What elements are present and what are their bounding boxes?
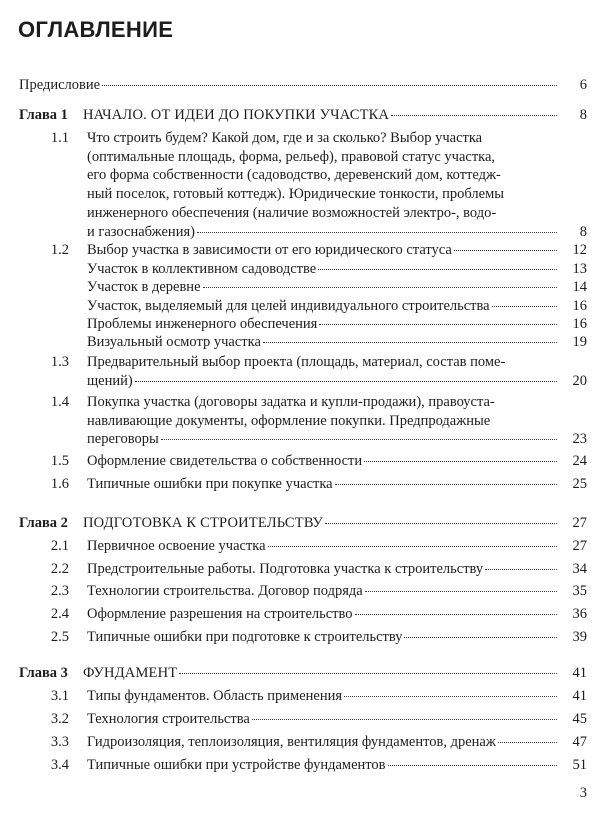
leader-dots [252,719,557,720]
leader-dots [454,250,557,251]
toc-section-2-2[interactable] [19,560,587,579]
section-number: 2.1 [50,538,69,554]
leader-dots [388,765,557,766]
toc-entry-preface[interactable] [19,76,587,95]
section-title-line: ный поселок, готовый коттедж). Юридические тонкости, проблемы [87,186,505,203]
toc-page-number: 27 [572,538,587,554]
leader-dots [344,696,557,697]
page-title: ОГЛАВЛЕНИЕ [18,17,174,42]
section-number: 1.4 [50,394,69,410]
leader-dots [355,614,557,615]
toc-page-number: 23 [572,431,587,448]
chapter-label: Глава 3 [19,665,68,681]
section-number: 1.3 [50,354,69,370]
toc-page-number: 16 [572,298,587,314]
leader-dots [203,287,557,288]
section-title: Технологии строительства. Договор подряда [87,583,363,599]
section-title-line: переговоры [87,431,159,448]
toc-section-1-5[interactable] [19,452,587,471]
toc-page-number: 45 [572,711,587,727]
toc-section-2-5[interactable] [19,628,587,647]
subsection-title: Участок в деревне [87,279,201,295]
section-title-line: (оптимальные площадь, форма, рельеф), правовой статус участка, [87,148,496,165]
subsection-title: Участок, выделяемый для целей индивидуального строительства [87,298,490,314]
toc-page-number: 24 [572,453,587,469]
toc-page-number: 27 [572,515,587,531]
toc-section-1-3[interactable] [19,353,587,390]
section-title-line: Предварительный выбор проекта (площадь, материал, состав поме- [87,354,506,370]
chapter-label: Глава 1 [19,107,68,123]
subsection-title: Проблемы инженерного обеспечения [87,316,318,332]
section-number: 2.5 [50,629,69,645]
toc-page-number: 12 [572,242,587,258]
toc-section-1-6[interactable] [19,475,587,494]
leader-dots [197,232,557,233]
page-number: 3 [579,785,587,801]
toc-section-3-1[interactable] [19,687,587,706]
leader-dots [318,269,557,270]
toc-chapter-1[interactable] [19,106,587,125]
leader-dots [179,673,557,674]
leader-dots [364,461,557,462]
leader-dots [319,324,557,325]
chapter-title: ФУНДАМЕНТ [83,665,178,681]
section-title: Типичные ошибки при подготовке к строительству [87,629,403,645]
toc-page-number: 34 [572,561,587,577]
toc-section-1-4[interactable] [19,393,587,449]
toc-page-number: 41 [572,688,587,704]
leader-dots [335,484,557,485]
leader-dots [365,591,557,592]
toc-subsection[interactable] [19,315,587,334]
chapter-label: Глава 2 [19,515,68,531]
section-title-line: его форма собственности (садоводство, деревенский дом, коттедж- [87,167,501,184]
leader-dots [268,546,557,547]
toc-section-3-2[interactable] [19,710,587,729]
leader-dots [391,115,557,116]
toc-section-1-1[interactable] [19,129,587,241]
section-number: 1.2 [50,242,69,258]
toc-subsection[interactable] [19,333,587,352]
toc-section-2-4[interactable] [19,605,587,624]
section-title: Оформление свидетельства о собственности [87,453,363,469]
toc-chapter-3[interactable] [19,664,587,683]
subsection-title: Участок в коллективном садоводстве [87,261,317,277]
section-title: Типичные ошибки при покупке участка [87,476,333,492]
toc-page-number: 47 [572,734,587,750]
leader-dots [161,439,557,440]
toc-page-number: 36 [572,606,587,622]
leader-dots [325,523,557,524]
section-number: 2.3 [50,583,69,599]
section-title-line: и газоснабжения) [87,223,195,240]
toc-page-number: 6 [579,77,587,93]
section-title: Первичное освоение участка [87,538,266,554]
chapter-title: НАЧАЛО. ОТ ИДЕИ ДО ПОКУПКИ УЧАСТКА [83,107,390,123]
section-title: Оформление разрешения на строительство [87,606,353,622]
leader-dots [135,381,557,382]
section-title: Гидроизоляция, теплоизоляция, вентиляция фундаментов, дренаж [87,734,496,750]
subsection-title: Визуальный осмотр участка [87,334,261,350]
leader-dots [485,569,557,570]
toc-page-number: 39 [572,629,587,645]
toc-section-1-2[interactable] [19,241,587,260]
toc-section-2-3[interactable] [19,582,587,601]
section-title-line: навливающие документы, оформление покупки. Предпродажные [87,412,491,429]
section-title-line: Что строить будем? Какой дом, где и за сколько? Выбор участка [87,130,483,146]
toc-entry-title: Предисловие [19,77,101,93]
toc-page-number: 16 [572,316,587,332]
section-title: Типы фундаментов. Область применения [87,688,343,704]
chapter-title: ПОДГОТОВКА К СТРОИТЕЛЬСТВУ [83,515,324,531]
section-number: 1.5 [50,453,69,469]
section-title: Выбор участка в зависимости от его юридического статуса [87,242,452,258]
leader-dots [492,306,557,307]
toc-page-number: 14 [572,279,587,295]
section-number: 3.1 [50,688,69,704]
section-title-line: Покупка участка (договоры задатка и купли-продажи), правоуста- [87,394,495,410]
toc-page-number: 35 [572,583,587,599]
toc-section-3-4[interactable] [19,756,587,775]
toc-page-number: 41 [572,665,587,681]
section-title-line: щений) [87,372,133,389]
leader-dots [498,742,557,743]
toc-page-number: 20 [572,372,587,389]
toc-chapter-2[interactable] [19,514,587,533]
section-title: Предстроительные работы. Подготовка участка к строительству [87,561,484,577]
toc-page-number: 19 [572,334,587,350]
section-title: Технология строительства [87,711,250,727]
leader-dots [404,637,557,638]
section-number: 2.4 [50,606,69,622]
section-title-line: инженерного обеспечения (наличие возможностей электро-, водо- [87,204,497,221]
toc-page-number: 51 [572,757,587,773]
toc-subsection[interactable] [19,260,587,279]
toc-page-number: 13 [572,261,587,277]
toc-page-number: 8 [579,223,587,240]
toc-section-2-1[interactable] [19,537,587,556]
section-number: 3.4 [50,757,69,773]
section-number: 1.1 [50,130,69,146]
leader-dots [102,85,557,86]
toc-page-number: 25 [572,476,587,492]
section-number: 1.6 [50,476,69,492]
toc-section-3-3[interactable] [19,733,587,752]
section-number: 3.2 [50,711,69,727]
toc-subsection[interactable] [19,297,587,316]
section-number: 3.3 [50,734,69,750]
toc-page-number: 8 [579,107,587,123]
leader-dots [263,342,557,343]
section-number: 2.2 [50,561,69,577]
toc-subsection[interactable] [19,278,587,297]
section-title: Типичные ошибки при устройстве фундаментов [87,757,386,773]
